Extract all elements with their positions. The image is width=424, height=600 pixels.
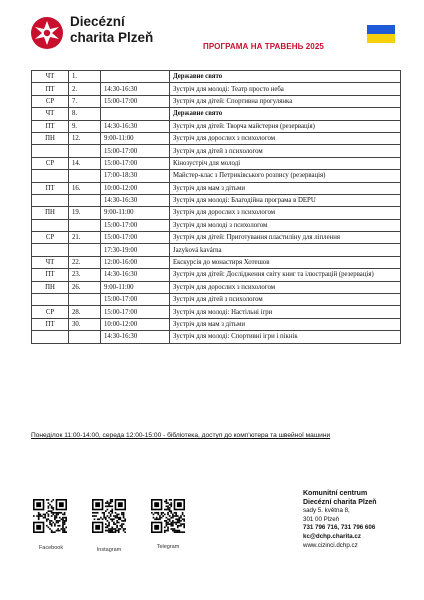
day-cell: ПН bbox=[32, 207, 69, 219]
time-cell: 10:00-12:00 bbox=[101, 318, 170, 330]
time-cell: 9:00-11:00 bbox=[101, 132, 170, 144]
day-cell: ПН bbox=[32, 281, 69, 293]
facebook-qr-icon[interactable] bbox=[33, 499, 67, 533]
event-cell: Зустріч для дорослих з психологом bbox=[170, 132, 401, 144]
telegram-label: Telegram bbox=[156, 544, 180, 550]
brand-line-2: charita Plzeň bbox=[70, 30, 154, 45]
contact-org-1: Komunitní centrum bbox=[303, 490, 368, 497]
event-cell: Зустріч для дітей з психологом bbox=[170, 294, 401, 306]
event-cell: Зустріч для молоді з психологом bbox=[170, 219, 401, 231]
instagram-qr-icon[interactable] bbox=[92, 499, 126, 533]
date-cell bbox=[69, 294, 101, 306]
telegram-qr-icon[interactable] bbox=[151, 499, 185, 533]
event-cell: Зустріч для дітей: Спортивна прогулянка bbox=[170, 95, 401, 107]
event-cell: Зустріч для молоді: Благодійна програма в DEPU bbox=[170, 194, 401, 206]
day-cell: ПТ bbox=[32, 318, 69, 330]
date-cell bbox=[69, 244, 101, 256]
event-cell: Jazyková kavárna bbox=[170, 244, 401, 256]
day-cell: ПТ bbox=[32, 182, 69, 194]
table-row bbox=[32, 207, 401, 219]
ukraine-flag-icon bbox=[367, 25, 395, 43]
date-cell: 28. bbox=[69, 306, 101, 318]
date-cell: 21. bbox=[69, 232, 101, 244]
date-cell: 26. bbox=[69, 281, 101, 293]
table-row bbox=[32, 132, 401, 144]
event-cell: Державне свято bbox=[170, 108, 401, 120]
time-cell: 15:00-17:00 bbox=[101, 95, 170, 107]
table-row bbox=[32, 306, 401, 318]
library-note: Понеділок 11:00-14:00, середа 12:00-15:00 - бібліотека, доступ до комп'ютера та швейної машини bbox=[31, 432, 331, 439]
day-cell: ПТ bbox=[32, 83, 69, 95]
date-cell: 12. bbox=[69, 132, 101, 144]
time-cell: 10:00-12:00 bbox=[101, 182, 170, 194]
date-cell: 22. bbox=[69, 256, 101, 268]
contact-block bbox=[303, 490, 377, 550]
time-cell: 12:00-16:00 bbox=[101, 256, 170, 268]
table-row bbox=[32, 71, 401, 83]
table-row bbox=[32, 145, 401, 157]
time-cell: 17:30-19:00 bbox=[101, 244, 170, 256]
time-cell: 9:00-11:00 bbox=[101, 281, 170, 293]
date-cell: 1. bbox=[69, 71, 101, 83]
event-cell: Кінозустріч для молоді bbox=[170, 157, 401, 169]
contact-address-1: sady 5. května 8, bbox=[303, 507, 350, 515]
day-cell: ЧТ bbox=[32, 71, 69, 83]
table-row bbox=[32, 108, 401, 120]
table-row bbox=[32, 331, 401, 343]
date-cell: 30. bbox=[69, 318, 101, 330]
time-cell: 14:30-16:30 bbox=[101, 269, 170, 281]
event-cell: Державне свято bbox=[170, 71, 401, 83]
day-cell bbox=[32, 194, 69, 206]
table-row bbox=[32, 120, 401, 132]
event-cell: Зустріч для дітей з психологом bbox=[170, 145, 401, 157]
time-cell: 15:00-17:00 bbox=[101, 157, 170, 169]
time-cell: 14:30-16:30 bbox=[101, 331, 170, 343]
charita-logo-icon bbox=[30, 16, 64, 50]
day-cell: ЧТ bbox=[32, 256, 69, 268]
event-cell: Зустріч для мам з дітьми bbox=[170, 318, 401, 330]
event-cell: Зустріч для молоді: Спортивні ігри і пікнік bbox=[170, 331, 401, 343]
date-cell bbox=[69, 219, 101, 231]
table-row bbox=[32, 182, 401, 194]
contact-org-2: Diecézní charita Plzeň bbox=[303, 498, 377, 506]
day-cell: ПТ bbox=[32, 120, 69, 132]
date-cell: 14. bbox=[69, 157, 101, 169]
time-cell: 9:00-11:00 bbox=[101, 207, 170, 219]
day-cell bbox=[32, 145, 69, 157]
contact-email[interactable]: kc@dchp.charita.cz bbox=[303, 532, 361, 540]
date-cell: 16. bbox=[69, 182, 101, 194]
time-cell: 15:00-17:00 bbox=[101, 232, 170, 244]
event-cell: Екскурсія до монастиря Хотешов bbox=[170, 256, 401, 268]
table-row bbox=[32, 232, 401, 244]
instagram-label: Instagram bbox=[96, 547, 122, 553]
facebook-label: Facebook bbox=[38, 545, 64, 551]
day-cell: ПН bbox=[32, 132, 69, 144]
day-cell bbox=[32, 294, 69, 306]
day-cell bbox=[32, 219, 69, 231]
time-cell: 15:00-17:00 bbox=[101, 294, 170, 306]
table-row bbox=[32, 170, 401, 182]
table-row bbox=[32, 256, 401, 268]
event-cell: Зустріч для молоді: Театр просто неба bbox=[170, 83, 401, 95]
date-cell: 7. bbox=[69, 95, 101, 107]
day-cell: ПТ bbox=[32, 269, 69, 281]
table-row bbox=[32, 83, 401, 95]
time-cell: 14:30-16:30 bbox=[101, 83, 170, 95]
schedule-table bbox=[31, 70, 401, 344]
table-row bbox=[32, 269, 401, 281]
time-cell bbox=[101, 108, 170, 120]
day-cell bbox=[32, 170, 69, 182]
contact-web[interactable]: www.cizinci.dchp.cz bbox=[303, 541, 358, 549]
event-cell: Зустріч для дорослих з психологом bbox=[170, 207, 401, 219]
time-cell: 15:00-17:00 bbox=[101, 219, 170, 231]
date-cell bbox=[69, 145, 101, 157]
contact-phones: 731 796 716, 731 796 606 bbox=[303, 524, 376, 532]
table-row bbox=[32, 194, 401, 206]
event-cell: Зустріч для молоді: Настільні ігри bbox=[170, 306, 401, 318]
date-cell: 8. bbox=[69, 108, 101, 120]
time-cell: 17:00-18:30 bbox=[101, 170, 170, 182]
time-cell: 14:30-16:30 bbox=[101, 120, 170, 132]
time-cell bbox=[101, 71, 170, 83]
date-cell: 2. bbox=[69, 83, 101, 95]
day-cell: ЧТ bbox=[32, 108, 69, 120]
event-cell: Зустріч для дітей: Творча майстерня (резервація) bbox=[170, 120, 401, 132]
day-cell: СР bbox=[32, 306, 69, 318]
day-cell: СР bbox=[32, 232, 69, 244]
table-row bbox=[32, 318, 401, 330]
table-row bbox=[32, 281, 401, 293]
date-cell bbox=[69, 194, 101, 206]
table-row bbox=[32, 244, 401, 256]
event-cell: Зустріч для дорослих з психологом bbox=[170, 281, 401, 293]
date-cell: 9. bbox=[69, 120, 101, 132]
day-cell bbox=[32, 244, 69, 256]
table-row bbox=[32, 95, 401, 107]
day-cell bbox=[32, 331, 69, 343]
table-row bbox=[32, 219, 401, 231]
time-cell: 15:00-17:00 bbox=[101, 145, 170, 157]
event-cell: Зустріч для мам з дітьми bbox=[170, 182, 401, 194]
table-row bbox=[32, 157, 401, 169]
day-cell: СР bbox=[32, 95, 69, 107]
page-title: ПРОГРАМА НА ТРАВЕНЬ 2025 bbox=[203, 42, 324, 51]
event-cell: Зустріч для дітей: Дослідження світу книг та ілюстрацій (резервація) bbox=[170, 269, 401, 281]
event-cell: Майстер-клас з Петриківського розпису (резервація) bbox=[170, 170, 401, 182]
date-cell bbox=[69, 170, 101, 182]
time-cell: 14:30-16:30 bbox=[101, 194, 170, 206]
table-row bbox=[32, 294, 401, 306]
contact-address-2: 301 00 Plzeň bbox=[303, 515, 340, 523]
date-cell bbox=[69, 331, 101, 343]
date-cell: 23. bbox=[69, 269, 101, 281]
brand-name bbox=[70, 14, 153, 46]
date-cell: 19. bbox=[69, 207, 101, 219]
brand-line-1: Diecézní bbox=[70, 14, 125, 29]
time-cell: 15:00-17:00 bbox=[101, 306, 170, 318]
event-cell: Зустріч для дітей: Приготування пластиліну для ліплення bbox=[170, 232, 401, 244]
day-cell: СР bbox=[32, 157, 69, 169]
